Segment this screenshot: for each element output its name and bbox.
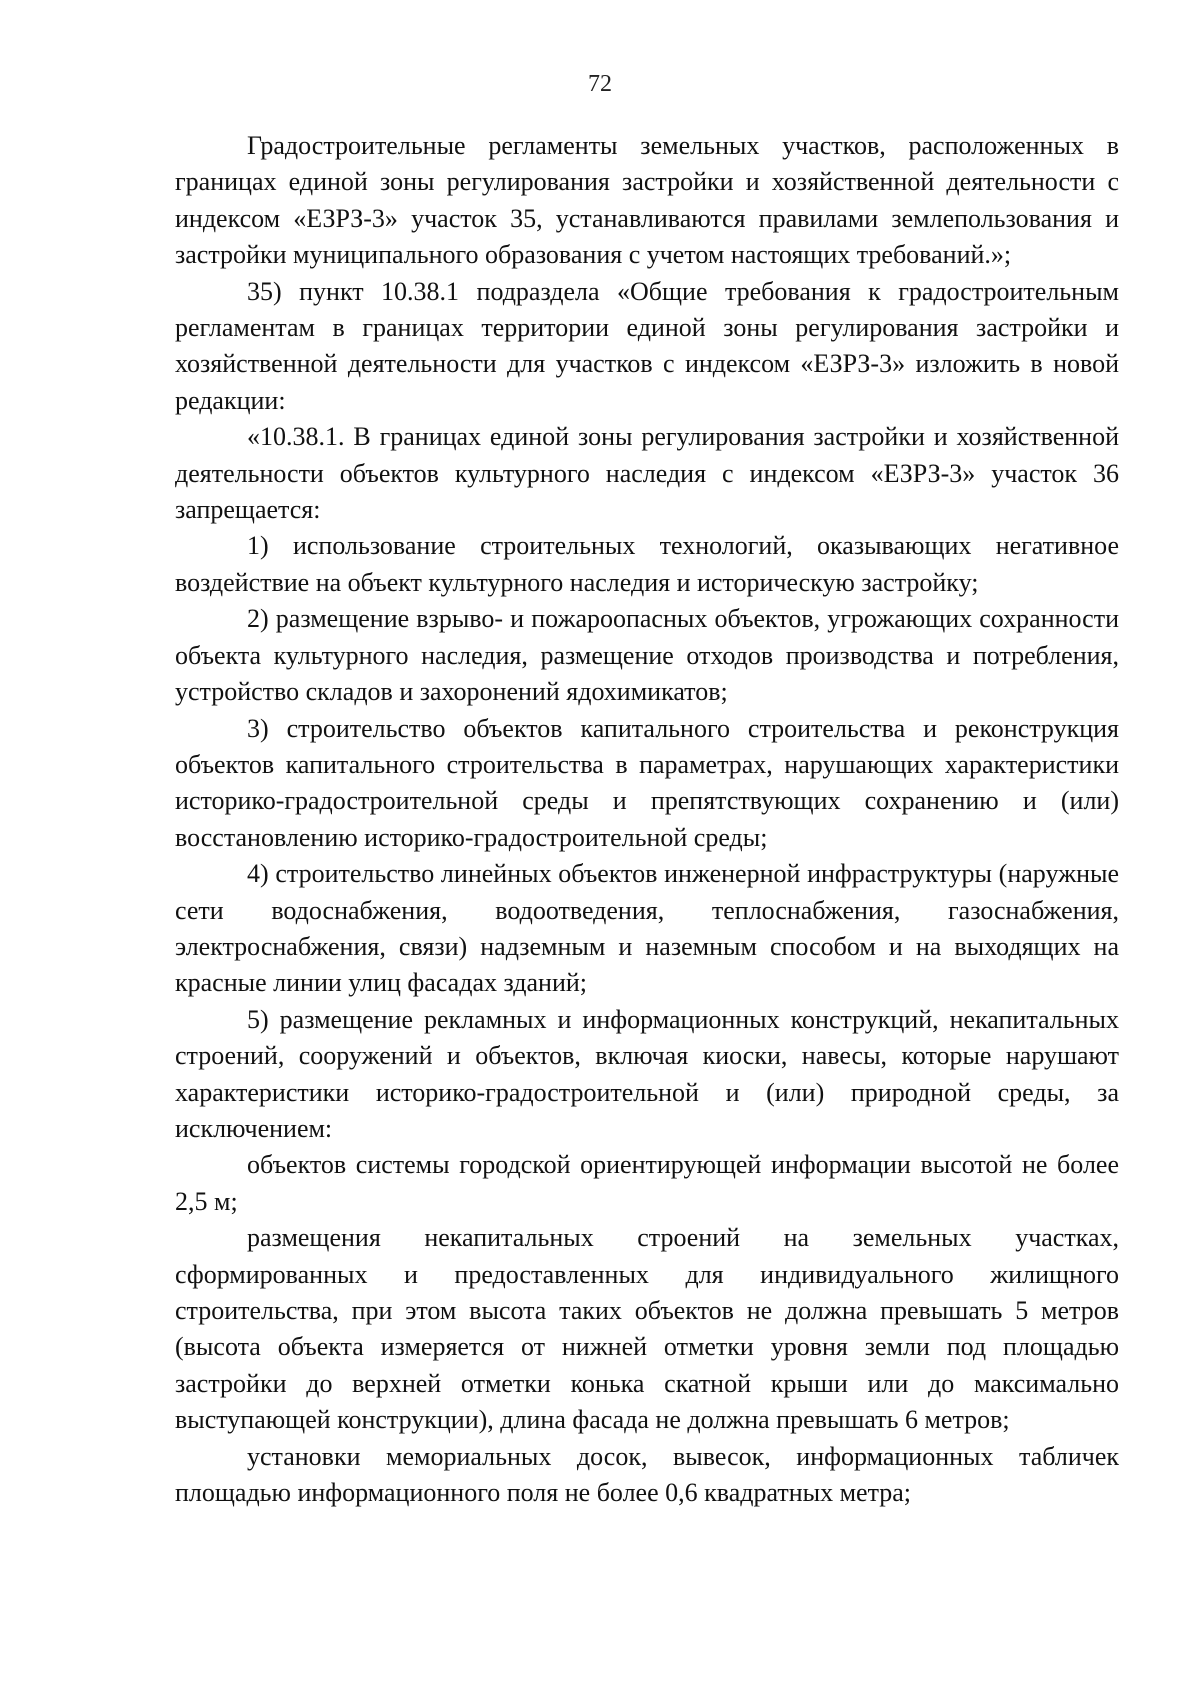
paragraph-item-35: 35) пункт 10.38.1 подраздела «Общие требования к градостроительным регламентам в границах территории единой зоны регулирования застройки и хозяйственной деятельности для участков с индексом «ЕЗРЗ-3» изложить в новой редакции:	[175, 276, 1119, 415]
list-item-5: 5) размещение рекламных и информационных конструкций, некапитальных строений, сооружений и объектов, включая киоски, навесы, которые нарушают характеристики историко-градостроительной и (или) природной среды, за исключением:	[175, 1004, 1119, 1143]
paragraph-10-38-1: «10.38.1. В границах единой зоны регулирования застройки и хозяйственной деятельности объектов культурного наследия с индексом «ЕЗРЗ-3» участок 36 запрещается:	[175, 422, 1119, 525]
exception-temporary-buildings: размещения некапитальных строений на земельных участках, сформированных и предоставленных для индивидуального жилищного строительства, при этом высота таких объектов не должна превышать 5 метров (высота объекта измеряется от нижней отметки уровня земли под площадью застройки до верхней отметки конька скатной крыши или до максимально выступающей конструкции), длина фасада не должна превышать 6 метров;	[175, 1223, 1119, 1435]
list-item-3: 3) строительство объектов капитального строительства и реконструкция объектов капитального строительства в параметрах, нарушающих характеристики историко-градостроительной среды и препятствующих сохранению и (или) восстановлению историко-градостроительной среды;	[175, 713, 1119, 852]
exception-memorial-plaques: установки мемориальных досок, вывесок, информационных табличек площадью информационного поля не более 0,6 квадратных метра;	[175, 1441, 1119, 1508]
exception-orientation-objects: объектов системы городской ориентирующей информации высотой не более 2,5 м;	[175, 1150, 1119, 1216]
list-item-4: 4) строительство линейных объектов инженерной инфраструктуры (наружные сети водоснабжения, водоотведения, теплоснабжения, газоснабжения, электроснабжения, связи) надземным и наземным способом и на выходящих на красные линии улиц фасадах зданий;	[175, 859, 1119, 998]
list-item-2: 2) размещение взрыво- и пожароопасных объектов, угрожающих сохранности объекта культурного наследия, размещение отходов производства и потребления, устройство складов и захоронений ядохимикатов;	[175, 604, 1119, 707]
page-number: 72	[588, 71, 612, 97]
list-item-1: 1) использование строительных технологий, оказывающих негативное воздействие на объект культурного наследия и историческую застройку;	[175, 531, 1119, 597]
document-body	[175, 128, 1119, 1511]
paragraph-regulations-intro: Градостроительные регламенты земельных участков, расположенных в границах единой зоны регулирования застройки и хозяйственной деятельности с индексом «ЕЗРЗ-3» участок 35, устанавливаются правилами землепользования и застройки муниципального образования с учетом настоящих требований.»;	[175, 131, 1119, 270]
